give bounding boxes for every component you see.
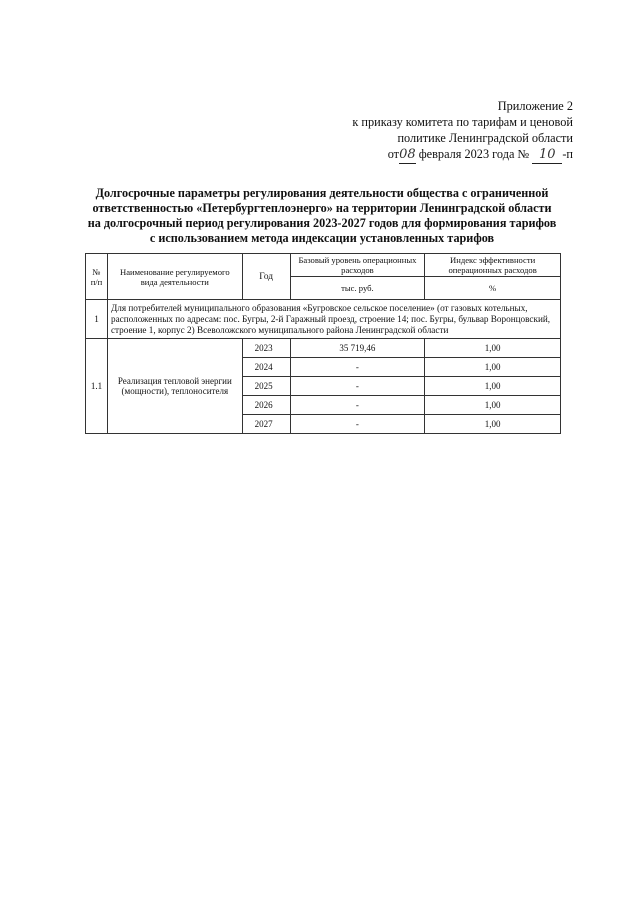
- date-text: февраля 2023 года №: [418, 147, 530, 161]
- appendix-block: [273, 98, 573, 164]
- header-activity: Наименование регулируемого вида деятельности: [107, 254, 242, 300]
- index-cell: 1,00: [425, 396, 561, 415]
- appendix-order-line-2: политике Ленинградской области: [397, 131, 573, 145]
- base-cell: -: [290, 377, 425, 396]
- base-cell: -: [290, 396, 425, 415]
- year-cell: 2024: [242, 358, 290, 377]
- title-line-4: с использованием метода индексации установленных тарифов: [149, 231, 495, 245]
- order-suffix: -п: [562, 147, 573, 161]
- year-cell: 2023: [242, 339, 290, 358]
- title-line-2: ответственностью «Петербургтеплоэнерго» на территории Ленинградской области: [92, 201, 552, 215]
- appendix-title: Приложение 2: [497, 99, 573, 113]
- year-cell: 2027: [242, 415, 290, 434]
- title-line-3: на долгосрочный период регулирования 2023-2027 годов для формирования тарифов: [87, 216, 557, 230]
- group-num: 1: [86, 300, 108, 339]
- order-number: 10: [532, 147, 562, 164]
- item-activity: Реализация тепловой энергии (мощности), теплоносителя: [107, 339, 242, 434]
- index-cell: 1,00: [425, 377, 561, 396]
- base-cell: -: [290, 358, 425, 377]
- item-num: 1.1: [86, 339, 108, 434]
- year-cell: 2026: [242, 396, 290, 415]
- date-day: 08: [399, 147, 416, 162]
- index-cell: 1,00: [425, 339, 561, 358]
- index-cell: 1,00: [425, 415, 561, 434]
- appendix-date-line: [273, 146, 573, 164]
- group-description: Для потребителей муниципального образования «Бугровское сельское поселение» (от газовых котельных, расположенных по адресам: пос. Бугры, 2-й Гаражный проезд, строение 14; пос. Бугры, бульвар Воронцовский, строение 1, корпус 2) Всеволожского муниципального района Ленинградской области: [107, 300, 560, 339]
- header-index-unit: %: [425, 277, 561, 300]
- header-num: № п/п: [86, 254, 108, 300]
- appendix-order-line: к приказу комитета по тарифам и ценовой: [352, 115, 573, 129]
- header-base: Базовый уровень операционных расходов: [290, 254, 425, 277]
- base-cell: -: [290, 415, 425, 434]
- base-cell: 35 719,46: [290, 339, 425, 358]
- index-cell: 1,00: [425, 358, 561, 377]
- year-cell: 2025: [242, 377, 290, 396]
- parameters-table: [85, 253, 561, 434]
- document-title: [82, 186, 562, 246]
- title-line-1: Долгосрочные параметры регулирования деятельности общества с ограниченной: [95, 186, 549, 200]
- header-year: Год: [242, 254, 290, 300]
- date-prefix: от: [387, 147, 400, 161]
- header-base-unit: тыс. руб.: [290, 277, 425, 300]
- header-index: Индекс эффективности операционных расходов: [425, 254, 561, 277]
